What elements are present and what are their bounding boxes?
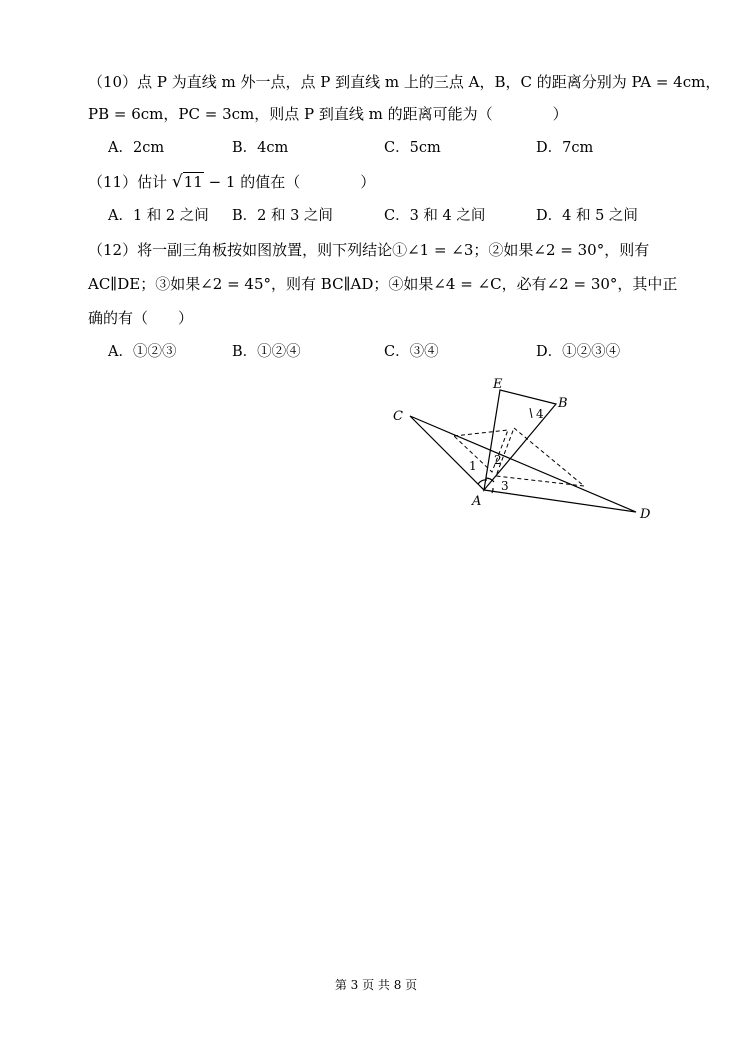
- q11-option-a: A．1 和 2 之间: [108, 208, 209, 224]
- angle-4-tick: [530, 408, 532, 418]
- label-e: E: [493, 377, 503, 392]
- q12-line1: （12）将一副三角板按如图放置，则下列结论①∠1 = ∠3；②如果∠2 = 30°，则有: [88, 241, 650, 259]
- sqrt-sign: √: [171, 172, 183, 192]
- triangle-acd: [410, 416, 636, 512]
- label-a: A: [472, 494, 482, 509]
- q11-line: [88, 172, 375, 192]
- q11-option-d: D．4 和 5 之间: [536, 208, 638, 224]
- triangle-set-figure: [380, 372, 660, 522]
- angle-label-3: 3: [501, 479, 509, 493]
- q11-option-b: B．2 和 3 之间: [232, 208, 333, 224]
- q12-line2: AC∥DE；③如果∠2 = 45°，则有 BC∥AD；④如果∠4 = ∠C，必有∠2 = 30°，其中正: [88, 275, 678, 293]
- q12-option-c: C．③④: [384, 344, 439, 360]
- angle-label-1: 1: [469, 459, 477, 473]
- angle-label-4: 4: [536, 407, 544, 421]
- q11-suffix: − 1 的值在（ ）: [208, 173, 376, 191]
- q10-option-c: C．5cm: [384, 140, 441, 156]
- q11-option-c: C．3 和 4 之间: [384, 208, 486, 224]
- q10-option-d: D．7cm: [536, 140, 594, 156]
- dashed-triangle-2: [496, 428, 584, 486]
- angle-arc-3: [492, 488, 493, 493]
- q11-prefix: （11）估计: [88, 173, 168, 191]
- q10-option-b: B．4cm: [232, 140, 289, 156]
- q10-line2: PB = 6cm，PC = 3cm，则点 P 到直线 m 的距离可能为（ ）: [88, 105, 568, 123]
- triangle-aeb: [484, 390, 556, 490]
- angle-label-2: 2: [494, 453, 502, 467]
- q12-option-b: B．①②④: [232, 344, 301, 360]
- q11-radicand: 11: [183, 173, 203, 191]
- page-footer: 第 3 页 共 8 页: [334, 978, 418, 992]
- q12-option-a: A．①②③: [108, 344, 177, 360]
- label-b: B: [558, 396, 568, 411]
- label-d: D: [640, 507, 651, 522]
- q10-line1: （10）点 P 为直线 m 外一点，点 P 到直线 m 上的三点 A，B，C 的距离分别为 PA = 4cm，: [88, 73, 721, 91]
- q12-line3: 确的有（ ）: [88, 309, 194, 327]
- q10-option-a: A．2cm: [108, 140, 165, 156]
- q12-option-d: D．①②③④: [536, 344, 621, 360]
- label-c: C: [393, 409, 403, 424]
